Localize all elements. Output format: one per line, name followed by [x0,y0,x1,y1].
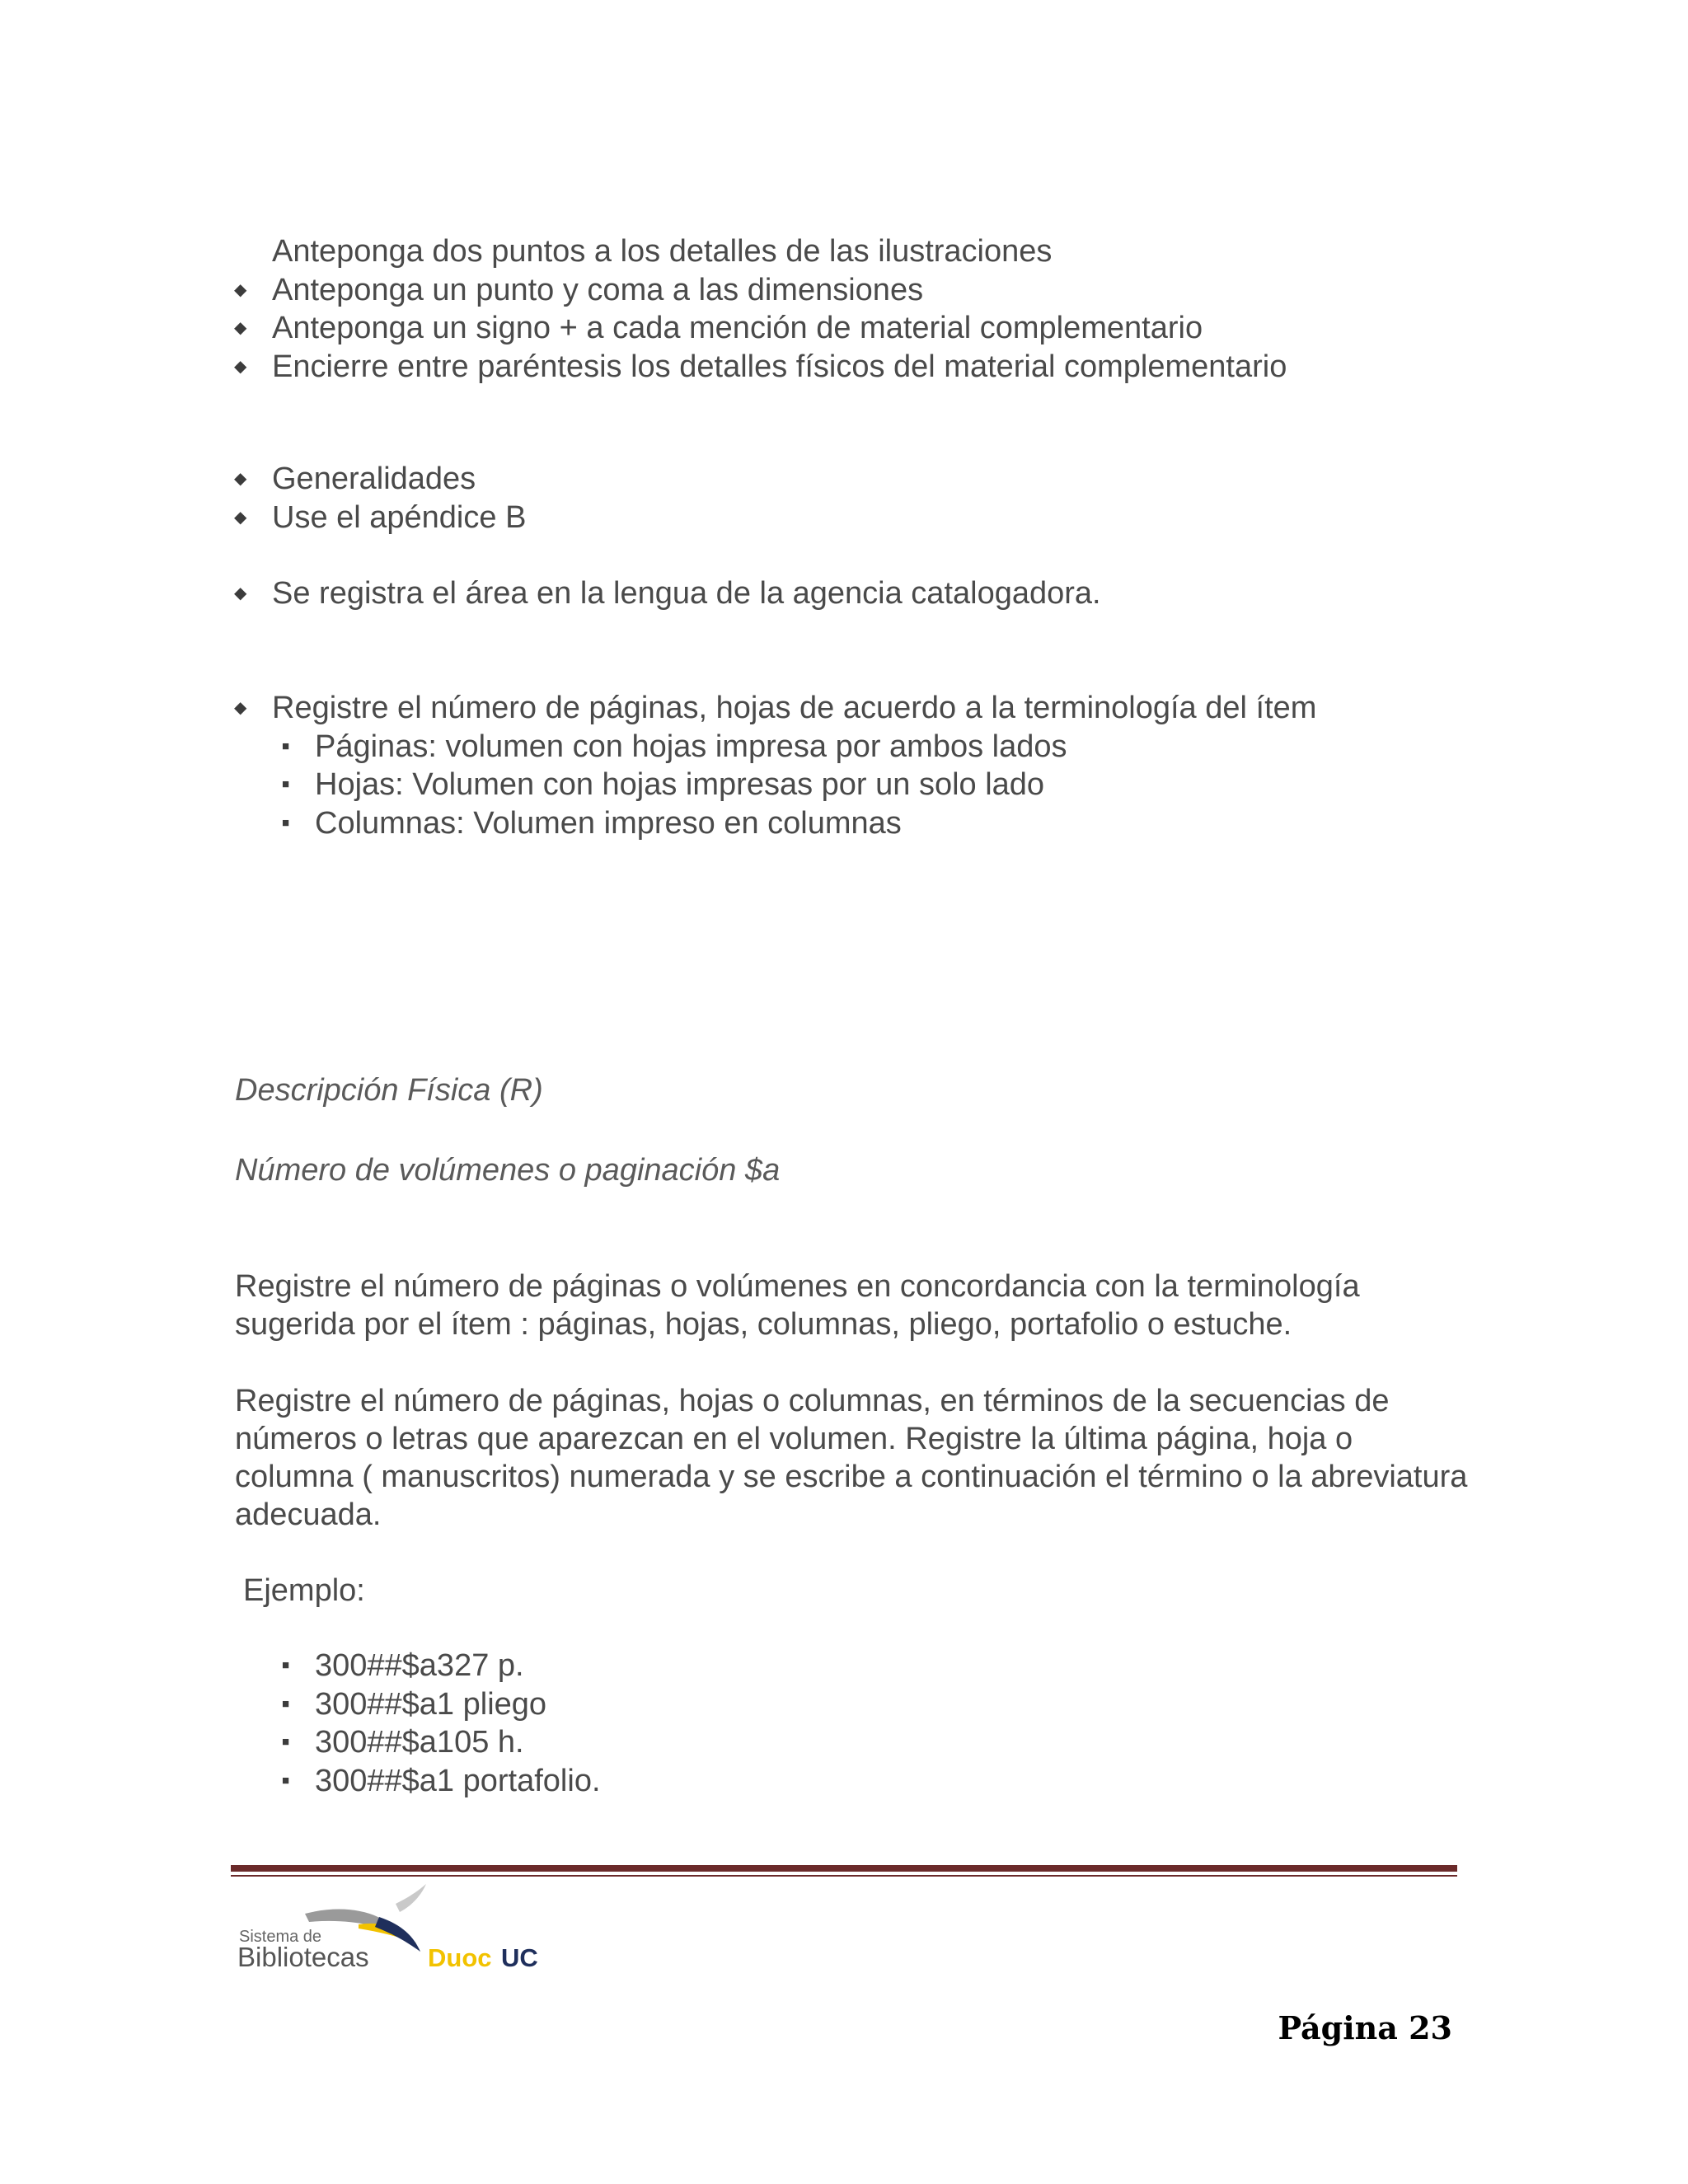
diamond-bullet-icon: ◆ [234,280,247,299]
logo-text-sistema: Sistema de [239,1928,322,1946]
example-item: ■ 300##$a327 p. [315,1647,601,1685]
logo-text-bibliotecas: Bibliotecas [237,1942,369,1972]
sub-list-item: ■ Páginas: volumen con hojas impresa por ambos lados [315,728,1316,766]
section-subtitle: Número de volúmenes o paginación $a [235,1153,781,1188]
sub-list-item: ■ Columnas: Volumen impreso en columnas [315,804,1316,843]
page-number: Página 23 [1278,2009,1452,2046]
list-item: ◆ Anteponga un punto y coma a las dimensiones [272,271,1287,310]
list-item: ◆ Use el apéndice B [272,499,526,537]
example-item: ■ 300##$a1 portafolio. [315,1762,601,1801]
square-bullet-icon: ■ [282,738,290,753]
list-item: Anteponga dos puntos a los detalles de las ilustraciones [272,234,1053,269]
list-item: ◆ Se registra el área en la lengua de la agencia catalogadora. [272,574,1101,613]
logo-swoosh-navy [375,1917,420,1952]
logo-text-uc: UC [501,1943,538,1972]
logo-swoosh-light [396,1884,426,1912]
list-illustrations [234,232,1287,386]
diamond-bullet-icon: ◆ [234,508,247,527]
logo-text-duoc: Duoc [428,1943,492,1972]
paragraph: Registre el número de páginas, hojas o columnas, en términos de la secuencias de números o letras que aparezcan en el volumen. Registre la última página, hoja o columna ( manuscritos) numerada y se escribe a continuación el término o la abreviatura adecuada. [235,1384,1468,1532]
square-bullet-icon: ■ [282,1773,290,1788]
examples-list [272,1647,601,1800]
list-generalities [234,460,527,537]
paragraph: Registre el número de páginas o volúmenes en concordancia con la terminología sugerida por el ítem : páginas, hojas, columnas, pliego, portafolio o estuche. [235,1269,1360,1342]
square-bullet-icon: ■ [282,777,290,791]
example-item: ■ 300##$a105 h. [315,1723,601,1762]
diamond-bullet-icon: ◆ [234,357,247,376]
list-item: ◆ Anteponga un signo + a cada mención de material complementario [272,309,1287,348]
list-language [234,574,1101,613]
example-label: Ejemplo: [243,1573,365,1608]
list-item: ◆ Encierre entre paréntesis los detalles físicos del material complementario [272,348,1287,387]
list-pages [234,689,1317,842]
square-bullet-icon: ■ [282,1658,290,1672]
list-item: ◆ Generalidades [272,460,526,499]
diamond-bullet-icon: ◆ [234,584,247,602]
sub-list-item: ■ Hojas: Volumen con hojas impresas por un solo lado [315,766,1316,804]
diamond-bullet-icon: ◆ [234,699,247,717]
footer-divider [231,1865,1457,1872]
diamond-bullet-icon: ◆ [234,470,247,488]
example-item: ■ 300##$a1 pliego [315,1685,601,1724]
list-item: ◆ Registre el número de páginas, hojas de acuerdo a la terminología del ítem [272,689,1316,728]
footer-divider-thin [231,1875,1457,1877]
bibliotecas-duocuc-logo [235,1879,581,1978]
square-bullet-icon: ■ [282,1735,290,1749]
square-bullet-icon: ■ [282,1696,290,1711]
diamond-bullet-icon: ◆ [234,319,247,337]
section-title: Descripción Física (R) [235,1073,543,1108]
square-bullet-icon: ■ [282,815,290,830]
